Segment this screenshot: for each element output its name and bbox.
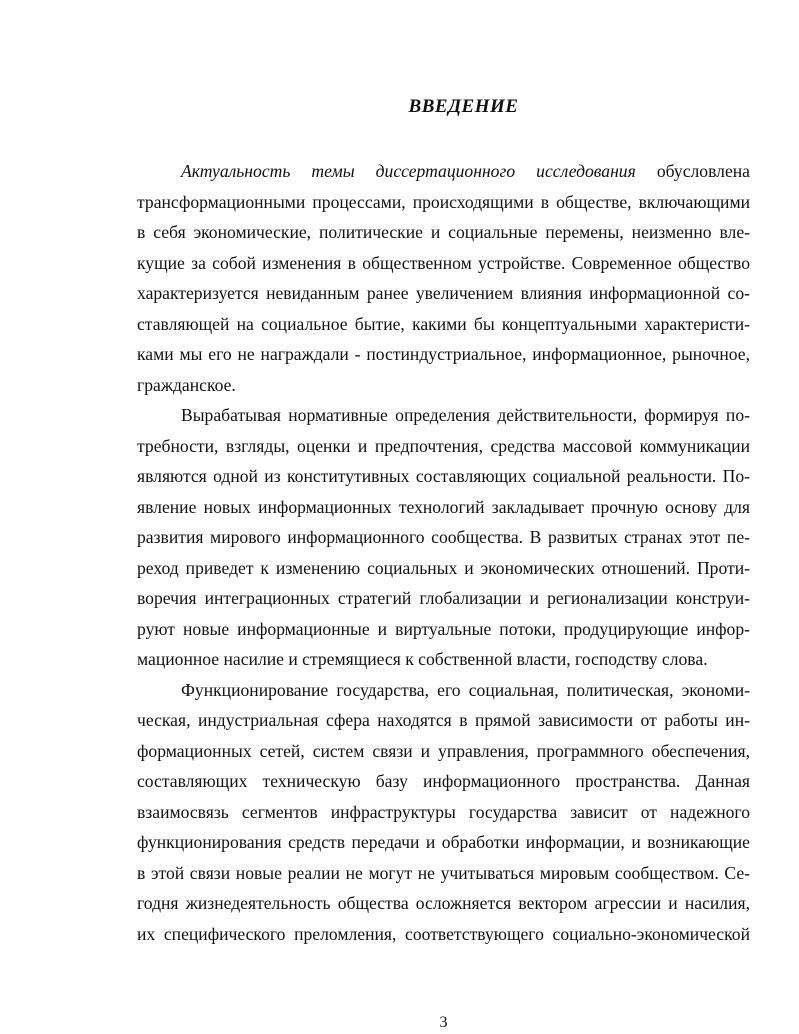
- text-line: реход приведет к изменению социальных и экономических отношений. Проти-: [137, 557, 750, 578]
- text-line-rest: обусловлена: [635, 161, 750, 181]
- text-line: ческая, индустриальная сфера находятся в прямой зависимости от работы ин-: [137, 710, 750, 730]
- text-line: трансформационными процессами, происходящими в обществе, включающими: [137, 191, 750, 212]
- text-line: кущие за собой изменения в общественном устройстве. Современное общество: [137, 252, 750, 273]
- text-line: взаимосвязь сегментов инфраструктуры государства зависит от надежного: [137, 801, 750, 822]
- section-heading: ВВЕДЕНИЕ: [408, 96, 519, 117]
- text-line: характеризуется невиданным ранее увеличением влияния информационной со-: [137, 283, 750, 303]
- text-line: формационных сетей, систем связи и управления, программного обеспечения,: [137, 740, 750, 761]
- text-line: руют новые информационные и виртуальные потоки, продуцирующие инфор-: [137, 618, 750, 639]
- text-line: Вырабатывая нормативные определения действительности, формируя по-: [181, 405, 750, 425]
- text-line: [137, 156, 750, 187]
- body-text: [137, 156, 750, 949]
- italic-lead-phrase: Актуальность темы диссертационного исследования: [181, 161, 636, 181]
- text-line: в себя экономические, политические и социальные перемены, неизменно вле-: [137, 222, 750, 242]
- text-line: составляющих техническую базу информационного пространства. Данная: [137, 771, 750, 791]
- page-number: 3: [439, 1014, 448, 1031]
- text-line: Функционирование государства, его социальная, политическая, экономи-: [181, 679, 750, 700]
- text-line: в этой связи новые реалии не могут не учитываться мировым сообществом. Се-: [137, 862, 750, 883]
- text-line: гражданское.: [137, 374, 236, 395]
- text-line: мационное насилие и стремящиеся к собственной власти, господству слова.: [137, 649, 708, 669]
- text-line: воречия интеграционных стратегий глобализации и регионализации конструи-: [137, 588, 750, 608]
- text-line: являются одной из конститутивных составляющих социальной реальности. По-: [137, 466, 750, 486]
- text-line: годня жизнедеятельность общества осложняется вектором агрессии и насилия,: [137, 893, 750, 913]
- text-line: явление новых информационных технологий закладывает прочную основу для: [137, 496, 750, 517]
- text-line: ставляющей на социальное бытие, какими бы концептуальными характеристи-: [137, 313, 750, 334]
- text-line: функционирования средств передачи и обработки информации, и возникающие: [137, 832, 750, 852]
- text-line: требности, взгляды, оценки и предпочтения, средства массовой коммуникации: [137, 435, 750, 456]
- text-line: их специфического преломления, соответствующего социально-экономической: [137, 923, 750, 944]
- text-line: развития мирового информационного сообщества. В развитых странах этот пе-: [137, 527, 750, 547]
- text-line: ками мы его не награждали - постиндустриальное, информационное, рыночное,: [137, 344, 750, 364]
